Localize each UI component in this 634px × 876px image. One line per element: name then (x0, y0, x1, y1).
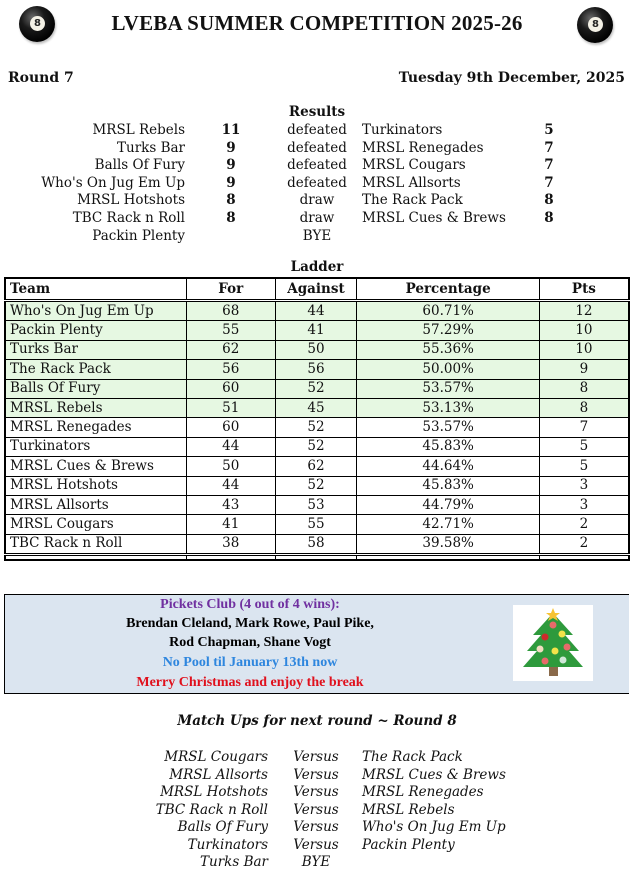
ladder-percentage: 53.57% (357, 418, 539, 437)
ladder-for: 38 (186, 534, 275, 554)
ladder-against: 56 (275, 360, 357, 379)
ladder-pts: 5 (539, 437, 629, 456)
ladder-for: 44 (186, 476, 275, 495)
ladder-percentage: 50.00% (357, 360, 539, 379)
notice-winners-heading: Pickets Club (4 out of 4 wins): (160, 597, 340, 612)
ladder-pts: 8 (539, 379, 629, 398)
matchup-home-team: MRSL Allsorts (169, 766, 268, 783)
ladder-pts: 8 (539, 398, 629, 417)
ladder-against: 50 (275, 340, 357, 359)
away-team: The Rack Pack (362, 192, 463, 209)
matchup-home-team: Turkinators (187, 836, 268, 853)
ladder-team: MRSL Rebels (5, 398, 186, 417)
ladder-footer-cell (275, 555, 357, 561)
matchup-home-team: Balls Of Fury (177, 819, 268, 835)
matchup-versus: BYE (301, 854, 331, 870)
ladder-for: 68 (186, 301, 275, 321)
home-score: 9 (226, 139, 236, 156)
result-outcome: defeated (287, 122, 347, 138)
ladder-pts: 2 (539, 534, 629, 554)
ladder-against: 52 (275, 437, 357, 456)
ladder-against: 45 (275, 398, 357, 417)
home-team: Who's On Jug Em Up (41, 174, 185, 191)
away-team: Turkinators (362, 122, 443, 138)
ladder-for: 51 (186, 398, 275, 417)
result-outcome: draw (299, 192, 335, 209)
result-row (0, 175, 634, 193)
matchup-home-team: TBC Rack n Roll (155, 801, 268, 818)
column-header-percentage: Percentage (357, 278, 539, 301)
matchup-row (0, 802, 634, 820)
ladder-team: Balls Of Fury (5, 379, 186, 398)
home-team: MRSL Rebels (92, 122, 185, 138)
matchup-away-team: The Rack Pack (362, 749, 463, 765)
results-list (0, 122, 634, 245)
ladder-team: MRSL Renegades (5, 418, 186, 437)
result-row (0, 140, 634, 158)
ladder-team: Who's On Jug Em Up (5, 301, 186, 321)
ladder-against: 52 (275, 379, 357, 398)
matchup-row (0, 749, 634, 767)
ladder-for: 62 (186, 340, 275, 359)
results-heading: Results (288, 104, 346, 120)
result-row (0, 157, 634, 175)
ladder-row (5, 534, 629, 554)
page-title: LVEBA SUMMER COMPETITION 2025-26 (111, 11, 523, 35)
ladder-team: MRSL Hotshots (5, 476, 186, 495)
matchups-heading: Match Ups for next round ~ Round 8 (177, 713, 457, 729)
away-team: MRSL Renegades (362, 139, 484, 156)
home-team: MRSL Hotshots (77, 192, 185, 209)
ladder-for: 44 (186, 437, 275, 456)
eight-ball-number: 8 (588, 17, 603, 32)
matchups-list (0, 749, 634, 872)
ladder-against: 41 (275, 321, 357, 340)
ladder-heading: Ladder (290, 259, 344, 275)
matchup-away-team: Who's On Jug Em Up (362, 819, 506, 835)
column-header-for: For (186, 278, 275, 301)
result-outcome: draw (299, 209, 335, 226)
result-outcome: BYE (302, 227, 332, 244)
away-team: MRSL Cougars (362, 157, 466, 174)
notice-box (4, 594, 629, 694)
ladder-row (5, 457, 629, 476)
ladder-pts: 3 (539, 476, 629, 495)
matchup-row (0, 837, 634, 855)
ladder-against: 55 (275, 515, 357, 534)
ladder-row (5, 495, 629, 514)
result-outcome: defeated (287, 174, 347, 191)
christmas-tree-icon (513, 605, 593, 681)
notice-merry-christmas: Merry Christmas and enjoy the break (136, 675, 364, 690)
ladder-for: 50 (186, 457, 275, 476)
ladder-pts: 10 (539, 340, 629, 359)
ladder-for: 41 (186, 515, 275, 534)
matchup-home-team: MRSL Hotshots (160, 784, 268, 800)
ladder-for: 55 (186, 321, 275, 340)
away-score: 7 (544, 174, 554, 191)
notice-no-pool: No Pool til January 13th now (162, 655, 338, 670)
away-score: 8 (544, 209, 554, 226)
ladder-for: 43 (186, 495, 275, 514)
round-label: Round 7 (8, 70, 74, 86)
result-row (0, 122, 634, 140)
ladder-footer-cell (186, 555, 275, 561)
ladder-footer-cell (5, 555, 186, 561)
ladder-team: MRSL Allsorts (5, 495, 186, 514)
matchup-home-team: Turks Bar (200, 854, 268, 870)
ladder-table (4, 277, 630, 561)
ladder-footer-cell (357, 555, 539, 561)
ladder-team: The Rack Pack (5, 360, 186, 379)
result-row (0, 192, 634, 210)
ladder-against: 58 (275, 534, 357, 554)
matchup-row (0, 767, 634, 785)
result-outcome: defeated (287, 139, 347, 156)
ladder-percentage: 55.36% (357, 340, 539, 359)
home-team: Packin Plenty (92, 227, 185, 244)
home-score: 9 (226, 174, 236, 191)
matchup-away-team: MRSL Renegades (362, 784, 484, 800)
ladder-against: 53 (275, 495, 357, 514)
away-score: 7 (544, 139, 554, 156)
ladder-team: Turks Bar (5, 340, 186, 359)
ladder-pts: 7 (539, 418, 629, 437)
matchup-versus: Versus (293, 819, 339, 835)
home-team: Turks Bar (117, 139, 185, 156)
ladder-row (5, 437, 629, 456)
ladder-row (5, 515, 629, 534)
result-row (0, 210, 634, 228)
ladder-against: 44 (275, 301, 357, 321)
matchup-versus: Versus (293, 784, 339, 800)
ladder-row (5, 418, 629, 437)
matchup-row (0, 784, 634, 802)
ladder-for: 56 (186, 360, 275, 379)
ladder-percentage: 44.64% (357, 457, 539, 476)
home-score: 8 (226, 192, 236, 209)
ladder-against: 62 (275, 457, 357, 476)
away-score: 5 (544, 122, 554, 138)
ladder-team: Turkinators (5, 437, 186, 456)
ladder-percentage: 42.71% (357, 515, 539, 534)
ladder-against: 52 (275, 476, 357, 495)
notice-winners-names-1: Brendan Cleland, Mark Rowe, Paul Pike, (126, 616, 374, 631)
result-outcome: defeated (287, 157, 347, 174)
ladder-row (5, 301, 629, 321)
ladder-for: 60 (186, 379, 275, 398)
ladder-pts: 2 (539, 515, 629, 534)
away-score: 7 (544, 157, 554, 174)
ladder-body (5, 301, 629, 561)
ladder-pts: 3 (539, 495, 629, 514)
ladder-percentage: 60.71% (357, 301, 539, 321)
ladder-footer-rule (5, 555, 629, 561)
ladder-percentage: 44.79% (357, 495, 539, 514)
ladder-row (5, 398, 629, 417)
home-score: 8 (226, 209, 236, 226)
ladder-row (5, 340, 629, 359)
matchup-row (0, 819, 634, 837)
ladder-percentage: 45.83% (357, 437, 539, 456)
matchup-versus: Versus (293, 801, 339, 818)
away-team: MRSL Cues & Brews (362, 209, 506, 226)
ladder-percentage: 45.83% (357, 476, 539, 495)
matchup-home-team: MRSL Cougars (164, 749, 268, 765)
column-header-pts: Pts (539, 278, 629, 301)
ladder-row (5, 360, 629, 379)
matchup-away-team: Packin Plenty (362, 836, 455, 853)
eight-ball-number: 8 (30, 16, 45, 31)
home-team: TBC Rack n Roll (72, 209, 185, 226)
ladder-row (5, 321, 629, 340)
notice-winners-names-2: Rod Chapman, Shane Vogt (169, 635, 331, 650)
home-score: 9 (226, 157, 236, 174)
matchup-versus: Versus (293, 766, 339, 783)
ladder-percentage: 39.58% (357, 534, 539, 554)
away-team: MRSL Allsorts (362, 174, 461, 191)
ladder-percentage: 53.57% (357, 379, 539, 398)
away-score: 8 (544, 192, 554, 209)
home-score: 11 (221, 122, 241, 138)
ladder-against: 52 (275, 418, 357, 437)
date-label: Tuesday 9th December, 2025 (398, 70, 625, 86)
matchup-away-team: MRSL Rebels (362, 801, 455, 818)
ladder-team: TBC Rack n Roll (5, 534, 186, 554)
ladder-team: Packin Plenty (5, 321, 186, 340)
ladder-row (5, 379, 629, 398)
ladder-pts: 9 (539, 360, 629, 379)
column-header-team: Team (5, 278, 186, 301)
ladder-row (5, 476, 629, 495)
ladder-for: 60 (186, 418, 275, 437)
matchup-away-team: MRSL Cues & Brews (362, 766, 506, 783)
ladder-footer-cell (539, 555, 629, 561)
ladder-pts: 10 (539, 321, 629, 340)
matchup-versus: Versus (293, 836, 339, 853)
ladder-team: MRSL Cues & Brews (5, 457, 186, 476)
matchup-row-bye (0, 854, 634, 872)
ladder-header-row (5, 278, 629, 301)
result-row-bye (0, 228, 634, 246)
ladder-pts: 5 (539, 457, 629, 476)
home-team: Balls Of Fury (94, 157, 185, 174)
ladder-percentage: 53.13% (357, 398, 539, 417)
ladder-percentage: 57.29% (357, 321, 539, 340)
ladder-pts: 12 (539, 301, 629, 321)
matchup-versus: Versus (293, 749, 339, 765)
column-header-against: Against (275, 278, 357, 301)
ladder-team: MRSL Cougars (5, 515, 186, 534)
